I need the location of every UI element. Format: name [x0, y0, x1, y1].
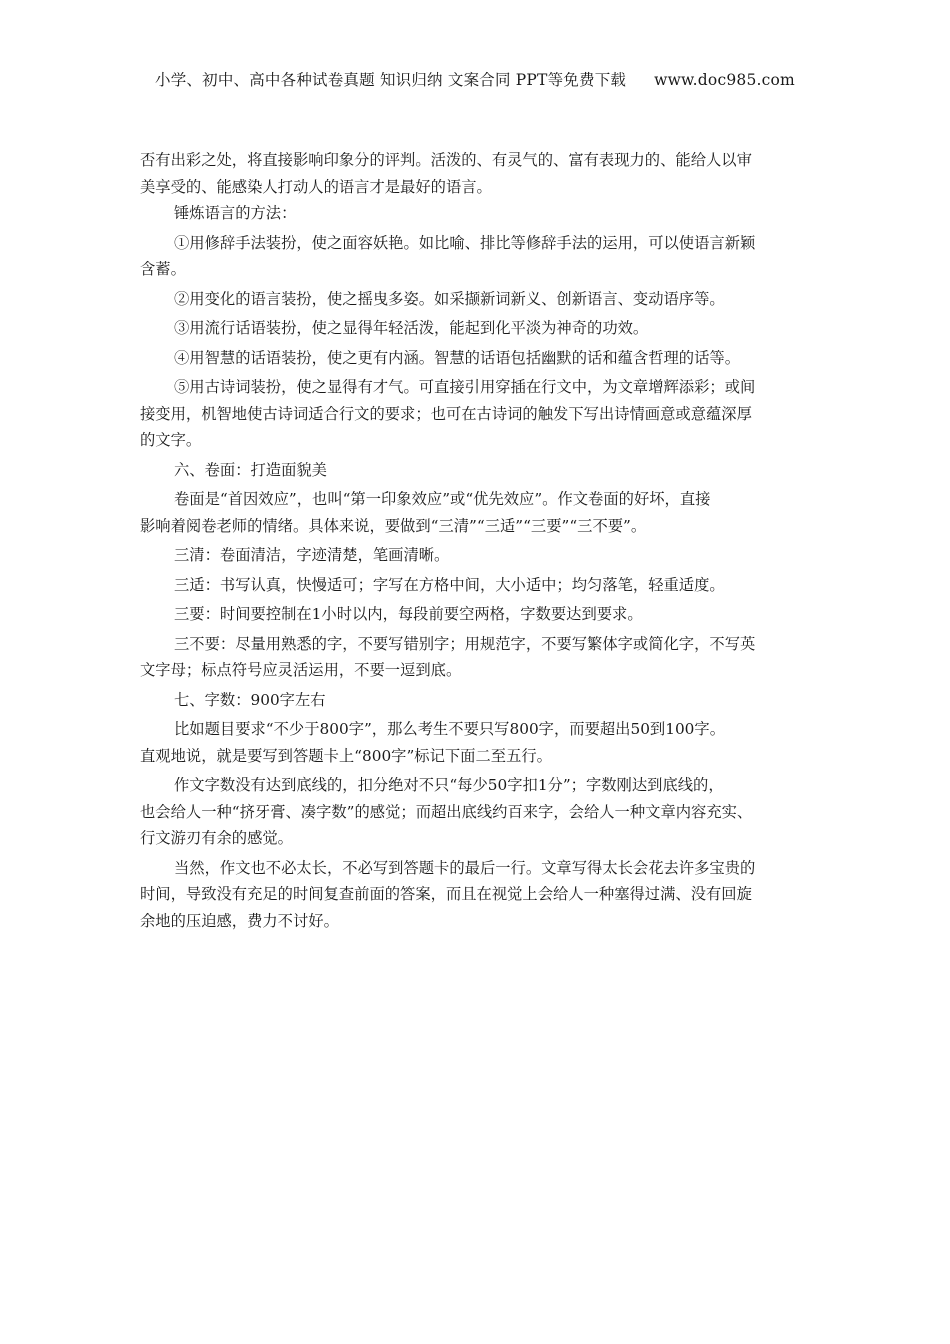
- text-line: 卷面是“首因效应”，也叫“第一印象效应”或“优先效应”。作文卷面的好坏，直接: [174, 490, 711, 508]
- text-line: 三清：卷面清洁，字迹清楚，笔画清晰。: [174, 546, 450, 564]
- text-line: 的文字。: [140, 431, 202, 449]
- text-line: 作文字数没有达到底线的，扣分绝对不只“每少50字扣1分”；字数刚达到底线的，: [174, 776, 724, 794]
- text-line: 时间，导致没有充足的时间复查前面的答案，而且在视觉上会给人一种塞得过满、没有回旋: [140, 885, 752, 903]
- text-line: 直观地说，就是要写到答题卡上“800字”标记下面二至五行。: [140, 746, 552, 765]
- document-body: [140, 147, 812, 934]
- text-line: ④用智慧的话语装扮，使之更有内涵。智慧的话语包括幽默的话和蕴含哲理的话等。: [174, 348, 740, 367]
- text-line: 接变用，机智地使古诗词适合行文的要求；也可在古诗词的触发下写出诗情画意或意蕴深厚: [140, 404, 752, 423]
- text-line: 当然，作文也不必太长，不必写到答题卡的最后一行。文章写得太长会花去许多宝贵的: [174, 858, 756, 877]
- text-line: 文字母；标点符号应灵活运用，不要一逗到底。: [140, 661, 462, 679]
- text-line: 锤炼语言的方法：: [174, 204, 297, 222]
- page-header: [0, 68, 950, 90]
- text-line: 余地的压迫感，费力不讨好。: [140, 911, 339, 930]
- text-line: 比如题目要求“不少于800字”，那么考生不要只写800字，而要超出50到100字。: [174, 720, 726, 738]
- text-line: 美享受的、能感染人打动人的语言才是最好的语言。: [140, 177, 492, 196]
- section-heading: 七、字数：900字左右: [174, 690, 326, 709]
- text-line: ①用修辞手法装扮，使之面容妖艳。如比喻、排比等修辞手法的运用，可以使语言新颖: [174, 233, 756, 252]
- text-line: ③用流行话语装扮，使之显得年轻活泼，能起到化平淡为神奇的功效。: [174, 319, 649, 337]
- text-line: 否有出彩之处，将直接影响印象分的评判。活泼的、有灵气的、富有表现力的、能给人以审: [140, 151, 752, 169]
- text-line: 三不要：尽量用熟悉的字，不要写错别字；用规范字，不要写繁体字或简化字，不写英: [174, 634, 756, 653]
- text-line: 三适：书写认真，快慢适可；字写在方格中间，大小适中；均匀落笔，轻重适度。: [174, 575, 725, 594]
- text-line: 含蓄。: [140, 260, 186, 278]
- text-line: 三要：时间要控制在1小时以内，每段前要空两格，字数要达到要求。: [174, 605, 643, 623]
- section-heading: 六、卷面：打造面貌美: [174, 460, 327, 479]
- text-line: 行文游刃有余的感觉。: [140, 829, 293, 847]
- text-line: 也会给人一种“挤牙膏、凑字数”的感觉；而超出底线约百来字，会给人一种文章内容充实、: [140, 802, 753, 821]
- text-line: ②用变化的语言装扮，使之摇曳多姿。如采撷新词新义、创新语言、变动语序等。: [174, 289, 725, 308]
- text-line: ⑤用古诗词装扮，使之显得有才气。可直接引用穿插在行文中，为文章增辉添彩；或间: [174, 378, 756, 396]
- header-url[interactable]: www.doc985.com: [654, 71, 795, 89]
- header-text: 小学、初中、高中各种试卷真题 知识归纳 文案合同 PPT等免费下载: [155, 71, 627, 89]
- text-line: 影响着阅卷老师的情绪。具体来说，要做到“三清”“三适”“三要”“三不要”。: [140, 516, 647, 535]
